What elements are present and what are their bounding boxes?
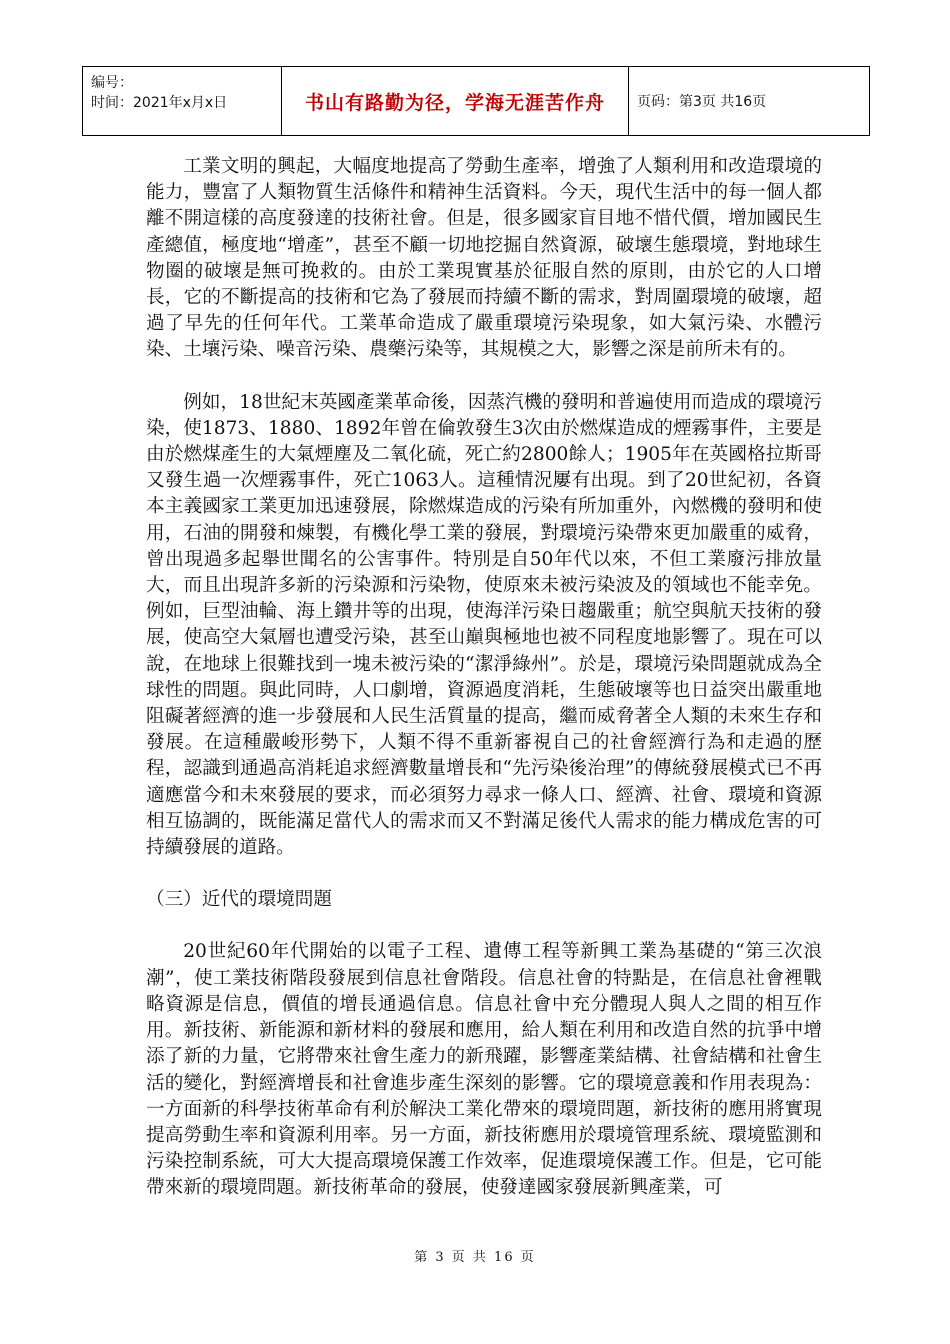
header-meta-cell: [83, 67, 282, 136]
section-heading: （三）近代的環境問題: [146, 889, 332, 911]
body-paragraph: 20世紀60年代開始的以電子工程、遺傳工程等新興工業為基礎的“第三次浪潮”，使工業技術階段發展到信息社會階段。信息社會的特點是，在信息社會裡戰略資源是信息，價值的增長通過信息。信息社會中充分體現人與人之間的相互作用。新技術、新能源和新材料的發展和應用，給人類在利用和改造自然的抗爭中增添了新的力量，它將帶來社會生產力的新飛躍，影響產業結構、社會結構和社會生活的變化，對經濟增長和社會進步產生深刻的影響。它的環境意義和作用表現為：一方面新的科學技術革命有利於解決工業化帶來的環境問題，新技術的應用將實現提高勞動生率和資源利用率。另一方面，新技術應用於環境管理系統、環境監測和污染控制系統，可大大提高環境保護工作效率，促進環境保護工作。但是，它可能帶來新的環境問題。新技術革命的發展，使發達國家發展新興產業，可: [146, 941, 822, 1199]
document-number-label: 编号：: [91, 75, 133, 91]
page-footer: 第 3 页 共 16 页: [414, 1250, 536, 1265]
header-page-info: 页码：第3页 共16页: [629, 67, 870, 136]
document-body: [146, 154, 822, 1202]
body-paragraph: 工業文明的興起，大幅度地提高了勞動生產率，增強了人類利用和改造環境的能力，豐富了人類物質生活條件和精神生活資料。今天，現代生活中的每一個人都離不開這樣的高度發達的技術社會。但是，很多國家盲目地不惜代價，增加國民生產總值，極度地“增產”，甚至不顧一切地挖掘自然資源，破壞生態環境，對地球生物圈的破壞是無可挽救的。由於工業現實基於征服自然的原則，由於它的人口增長，它的不斷提高的技術和它為了發展而持續不斷的需求，對周圍環境的破壞，超過了早先的任何年代。工業革命造成了嚴重環境污染現象，如大氣污染、水體污染、土壤污染、噪音污染、農藥污染等，其規模之大，影響之深是前所未有的。: [146, 156, 822, 361]
header-motto: 书山有路勤为径，学海无涯苦作舟: [282, 67, 629, 136]
document-header: [82, 66, 870, 136]
document-time-label: 时间：2021年x月x日: [91, 95, 228, 111]
body-paragraph: 例如，18世紀末英國產業革命後，因蒸汽機的發明和普遍使用而造成的環境污染，使1873、1880、1892年曾在倫敦發生3次由於燃煤造成的煙霧事件，主要是由於燃煤產生的大氣煙塵及二氧化硫，死亡約2800餘人；1905年在英國格拉斯哥又發生過一次煙霧事件，死亡1063人。這種情況屢有出現。到了20世紀初，各資本主義國家工業更加迅速發展，除燃煤造成的污染有所加重外，內燃機的發明和使用，石油的開發和煉製，有機化學工業的發展，對環境污染帶來更加嚴重的威脅，曾出現過多起舉世聞名的公害事件。特別是自50年代以來，不但工業廢污排放量大，而且出現許多新的污染源和污染物，使原來未被污染波及的領域也不能幸免。例如，巨型油輪、海上鑽井等的出現，使海洋污染日趨嚴重；航空與航天技術的發展，使高空大氣層也遭受污染，甚至山巔與極地也被不同程度地影響了。現在可以說，在地球上很難找到一塊未被污染的“潔淨綠州”。於是，環境污染問題就成為全球性的問題。與此同時，人口劇增，資源過度消耗，生態破壞等也日益突出嚴重地阻礙著經濟的進一步發展和人民生活質量的提高，繼而威脅著全人類的未來生存和發展。在這種嚴峻形勢下，人類不得不重新審視自己的社會經濟行為和走過的歷程，認識到通過高消耗追求經濟數量增長和“先污染後治理”的傳統發展模式已不再適應當今和未來發展的要求，而必須努力尋求一條人口、經濟、社會、環境和資源相互協調的，既能滿足當代人的需求而又不對滿足後代人需求的能力構成危害的可持續發展的道路。: [146, 391, 822, 859]
